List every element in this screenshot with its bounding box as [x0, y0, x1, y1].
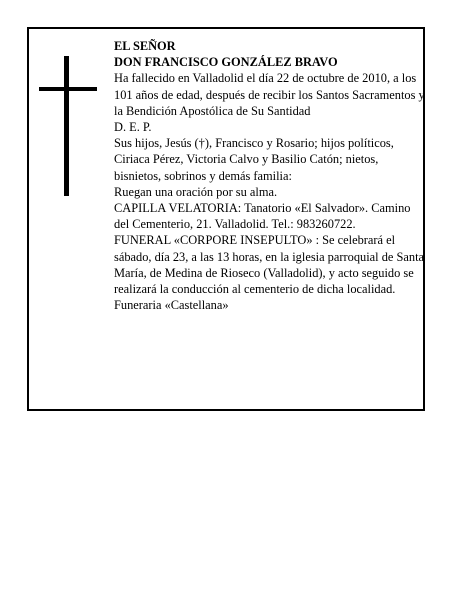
death-notice: Ha fallecido en Valladolid el día 22 de octubre de 2010, a los 101 años de edad, después de recibir los Santos Sacramentos y la Bendición Apostólica de Su Santidad	[114, 71, 425, 118]
cross-icon	[39, 56, 97, 196]
prayer-request: Ruegan una oración por su alma.	[114, 184, 278, 199]
chapel-info: CAPILLA VELATORIA: Tanatorio «El Salvador». Camino del Cementerio, 21. Valladolid. Tel.: 983260722.	[114, 201, 411, 232]
funeral-home: Funeraria «Castellana»	[114, 298, 229, 313]
funeral-info: FUNERAL «CORPORE INSEPULTO» : Se celebrará el sábado, día 23, a las 13 horas, en la iglesia parroquial de Santa María, de Medina de Rioseco (Valladolid), y acto seguido se realizará la conducción al cementerio de dicha localidad.	[114, 233, 425, 297]
obituary-text	[114, 38, 427, 313]
cross-horizontal-bar	[39, 87, 97, 91]
deceased-name: DON FRANCISCO GONZÁLEZ BRAVO	[114, 55, 338, 70]
family-list: Sus hijos, Jesús (†), Francisco y Rosario; hijos políticos, Ciriaca Pérez, Victoria Calvo y Basilio Catón; nietos, bisnietos, sobrinos y demás familia:	[114, 136, 394, 183]
cross-vertical-bar	[64, 56, 69, 196]
obituary-notice	[27, 27, 425, 411]
obituary-title: EL SEÑOR	[114, 39, 176, 53]
rip-line: D. E. P.	[114, 120, 152, 135]
